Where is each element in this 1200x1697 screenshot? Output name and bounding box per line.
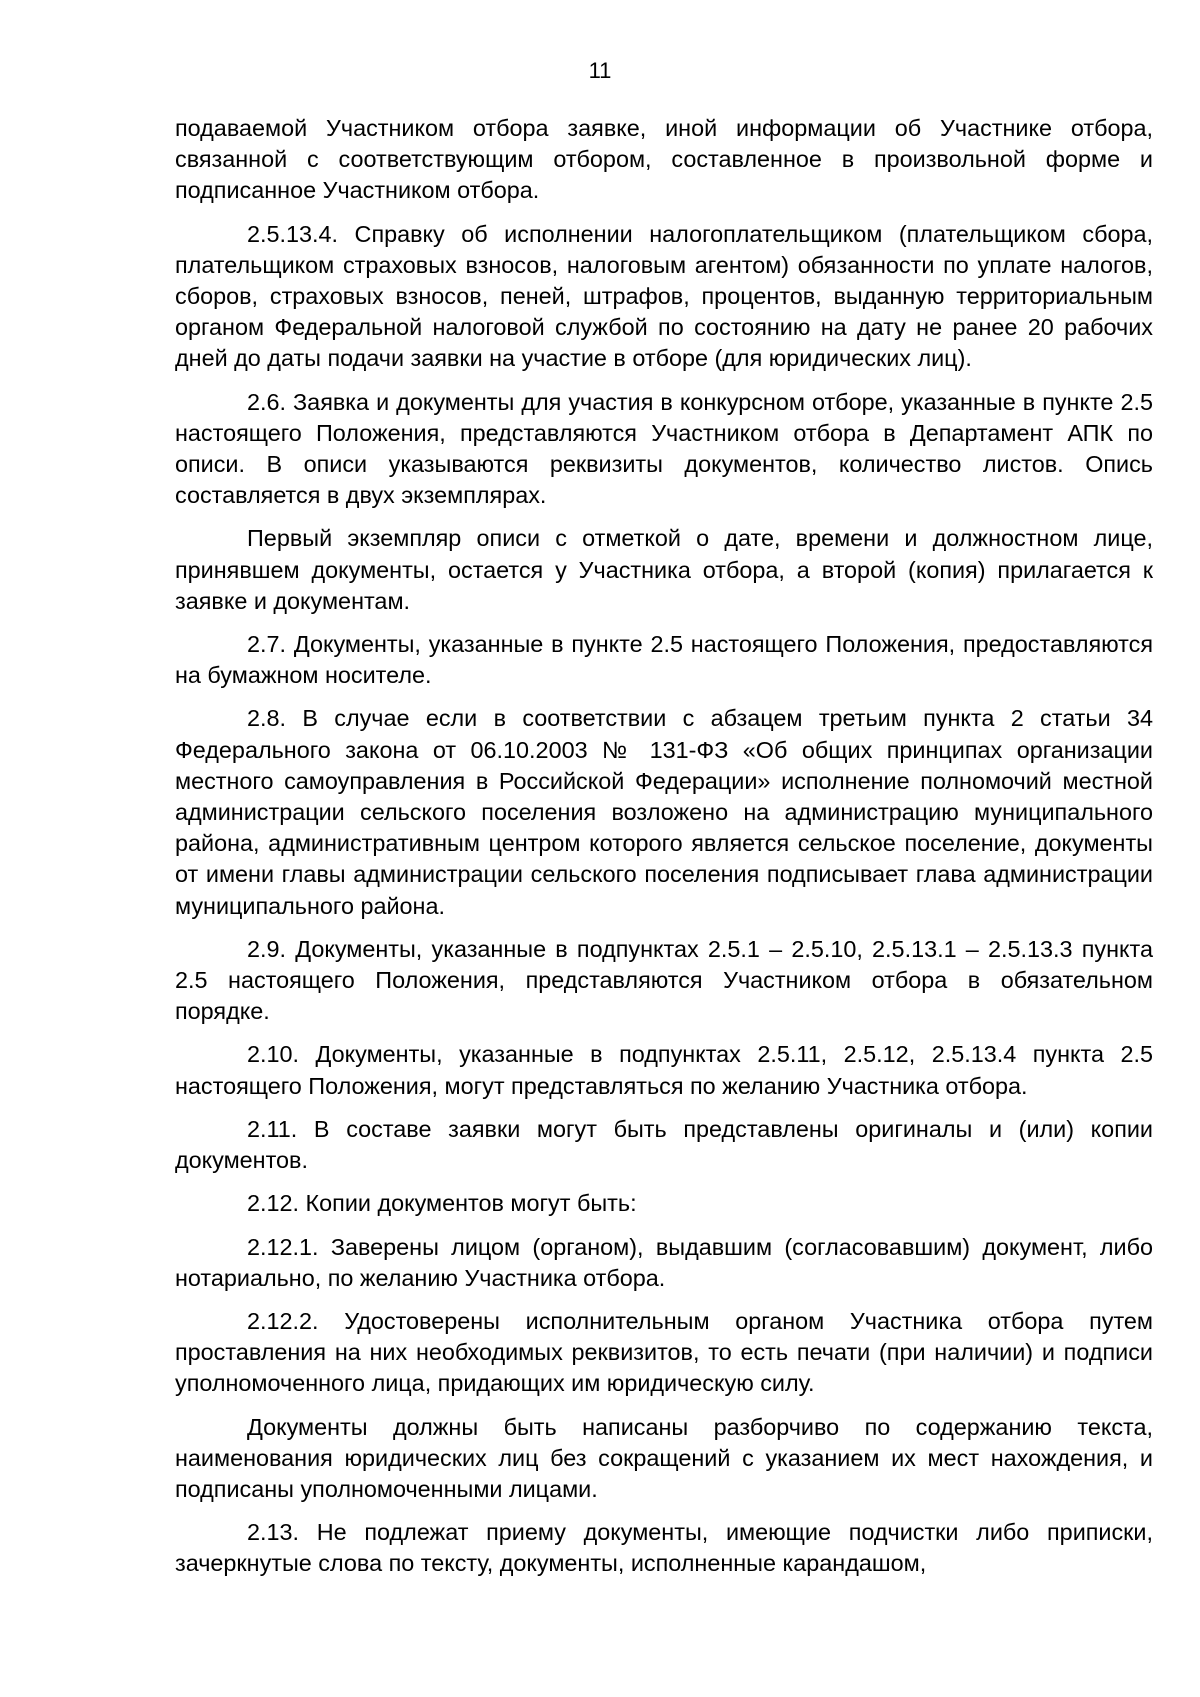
document-body: [175, 113, 1153, 1592]
paragraph-continuation: подаваемой Участником отбора заявке, иной информации об Участнике отбора, связанной с соответствующим отбором, составленное в произвольной форме и подписанное Участником отбора.: [175, 115, 1153, 204]
paragraph-2-6: 2.6. Заявка и документы для участия в конкурсном отборе, указанные в пункте 2.5 настоящего Положения, представляются Участником отбора в Департамент АПК по описи. В описи указываются реквизиты документов, количество листов. Опись составляется в двух экземплярах.: [175, 388, 1153, 509]
paragraph-2-11: 2.11. В составе заявки могут быть представлены оригиналы и (или) копии документов.: [175, 1115, 1153, 1174]
paragraph-2-8: 2.8. В случае если в соответствии с абзацем третьим пункта 2 статьи 34 Федерального закона от 06.10.2003 № 131-ФЗ «Об общих принципах организации местного самоуправления в Российской Федерации» исполнение полномочий местной администрации сельского поселения возложено на администрацию муниципального района, административным центром которого является сельское поселение, документы от имени главы администрации сельского поселения подписывает глава администрации муниципального района.: [175, 705, 1153, 919]
page-number: 11: [588, 58, 612, 83]
paragraph-2-12: 2.12. Копии документов могут быть:: [247, 1190, 637, 1217]
paragraph-2-13: 2.13. Не подлежат приему документы, имеющие подчистки либо приписки, зачеркнутые слова по тексту, документы, исполненные карандашом,: [175, 1519, 1153, 1577]
paragraph-2-6-copy-note: Первый экземпляр описи с отметкой о дате, времени и должностном лице, принявшем документы, остается у Участника отбора, а второй (копия) прилагается к заявке и документам.: [175, 525, 1153, 614]
paragraph-2-7: 2.7. Документы, указанные в пункте 2.5 настоящего Положения, предоставляются на бумажном носителе.: [175, 631, 1153, 689]
paragraph-2-5-13-4: 2.5.13.4. Справку об исполнении налогоплательщиком (плательщиком сбора, плательщиком страховых взносов, налоговым агентом) обязанности по уплате налогов, сборов, страховых взносов, пеней, штрафов, процентов, выданную территориальным органом Федеральной налоговой службой по состоянию на дату не ранее 20 рабочих дней до даты подачи заявки на участие в отборе (для юридических лиц).: [175, 220, 1153, 372]
paragraph-2-10: 2.10. Документы, указанные в подпунктах 2.5.11, 2.5.12, 2.5.13.4 пункта 2.5 настоящего Положения, могут представляться по желанию Участника отбора.: [175, 1041, 1153, 1099]
paragraph-2-9: 2.9. Документы, указанные в подпунктах 2.5.1 – 2.5.10, 2.5.13.1 – 2.5.13.3 пункта 2.5 настоящего Положения, представляются Участником отбора в обязательном порядке.: [175, 935, 1153, 1025]
paragraph-2-12-2: 2.12.2. Удостоверены исполнительным органом Участника отбора путем проставления на них необходимых реквизитов, то есть печати (при наличии) и подписи уполномоченного лица, придающих им юридическую силу.: [175, 1307, 1153, 1397]
paragraph-2-12-1: 2.12.1. Заверены лицом (органом), выдавшим (согласовавшим) документ, либо нотариально, по желанию Участника отбора.: [175, 1233, 1153, 1291]
paragraph-documents-requirements: Документы должны быть написаны разборчиво по содержанию текста, наименования юридических лиц без сокращений с указанием их мест нахождения, и подписаны уполномоченными лицами.: [175, 1413, 1153, 1502]
